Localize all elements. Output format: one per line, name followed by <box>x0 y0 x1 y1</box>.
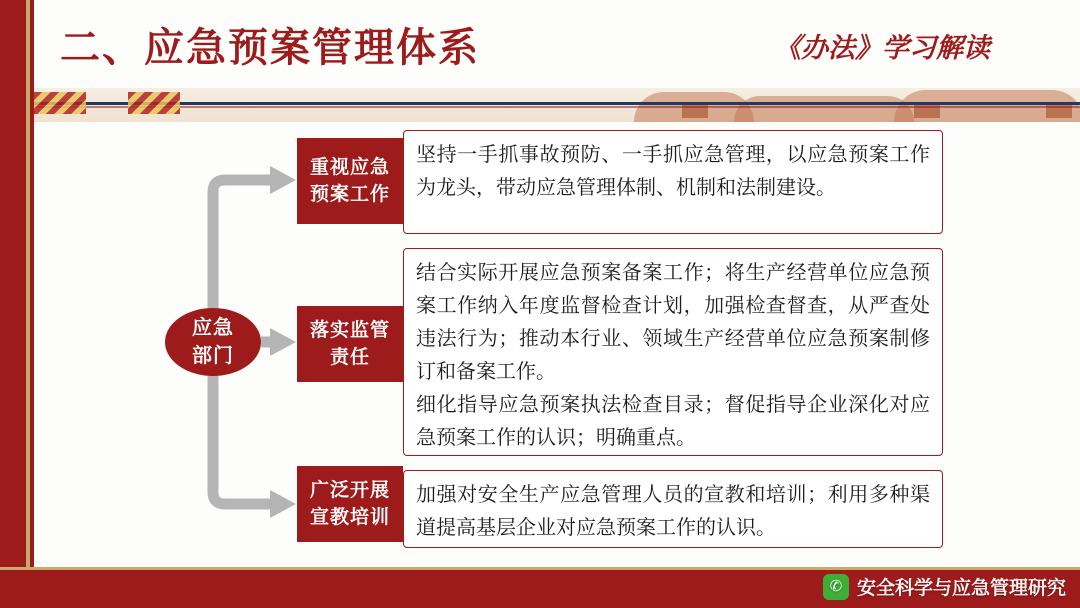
ribbon-flag-left-2 <box>128 92 180 114</box>
root-label-line1: 应急 <box>192 317 234 339</box>
ribbon-navy-line <box>34 102 1080 105</box>
ribbon-mountain-2 <box>734 96 914 122</box>
branch-label-1-line2: 责任 <box>329 347 370 368</box>
branch-content-0 <box>403 130 943 234</box>
ribbon-red-line <box>34 106 1080 108</box>
branch-content-2 <box>403 470 943 548</box>
great-wall-ribbon <box>34 88 1080 122</box>
ribbon-flag-left <box>34 92 86 114</box>
wechat-account-name: 安全科学与应急管理研究 <box>856 578 1066 599</box>
branch-content-1-p0: 结合实际开展应急预案备案工作；将生产经营单位应急预案工作纳入年度监督检查计划，加强检查督查，从严查处违法行为；推动本行业、领域生产经营单位应急预案制修订和备案工作。 <box>416 262 930 383</box>
diagram-root-node[interactable] <box>165 308 261 376</box>
branch-label-0[interactable] <box>297 138 403 224</box>
branch-label-1-line1: 落实监管 <box>309 320 390 341</box>
root-label-line2: 部门 <box>192 345 234 367</box>
branch-label-0-line1: 重视应急 <box>309 157 390 178</box>
branch-content-1-p1: 细化指导应急预案执法检查目录；督促指导企业深化对应急预案工作的认识；明确重点。 <box>416 394 930 449</box>
wechat-badge <box>823 573 1066 600</box>
wechat-icon: ✆ <box>823 574 849 600</box>
branch-label-2-line1: 广泛开展 <box>309 480 390 501</box>
branch-label-1[interactable] <box>297 306 403 382</box>
left-gold-line <box>26 0 30 608</box>
branch-content-2-p0: 加强对安全生产应急管理人员的宣教和培训；利用多种渠道提高基层企业对应急预案工作的认识。 <box>416 484 930 539</box>
left-red-band <box>0 0 34 608</box>
branch-label-2-line2: 宣教培训 <box>309 507 390 528</box>
header-subtitle: 《办法》学习解读 <box>774 33 990 63</box>
branch-content-0-p0: 坚持一手抓事故预防、一手抓应急管理，以应急预案工作为龙头，带动应急管理体制、机制和法制建设。 <box>416 144 930 199</box>
slide-header <box>34 0 1080 96</box>
branch-content-1 <box>403 248 943 456</box>
branch-label-0-line2: 预案工作 <box>309 184 390 205</box>
page-title: 二、应急预案管理体系 <box>60 25 480 70</box>
branch-label-2[interactable] <box>297 466 403 542</box>
diagram-canvas <box>34 122 1080 570</box>
